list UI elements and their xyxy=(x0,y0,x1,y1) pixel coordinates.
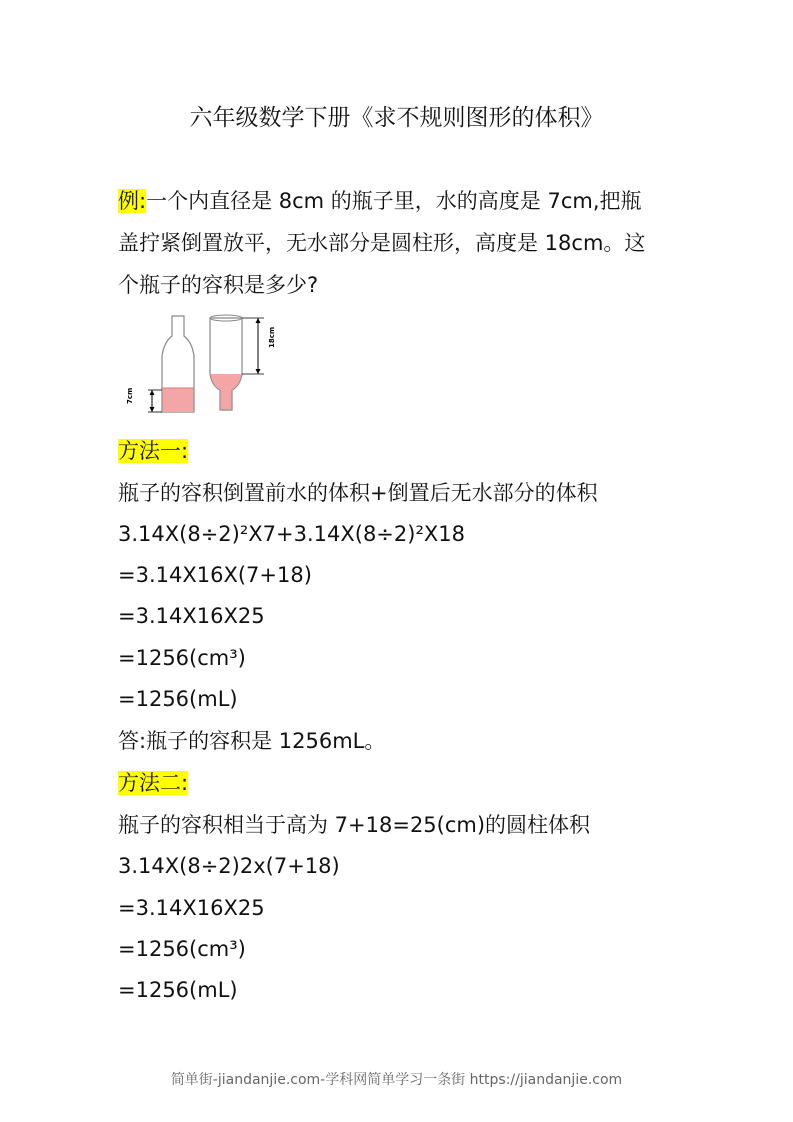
water-fill-inverted xyxy=(211,374,242,410)
method2-line-3: =3.14X16X25 xyxy=(118,896,265,920)
example-line-1 xyxy=(118,186,642,216)
example-text-1: 一个内直径是 8cm 的瓶子里，水的高度是 7cm,把瓶 xyxy=(146,189,642,213)
page-title: 六年级数学下册《求不规则图形的体积》 xyxy=(189,105,604,131)
method1-answer: 答:瓶子的容积是 1256mL。 xyxy=(118,729,386,753)
bottle-figure xyxy=(118,312,278,418)
example-line-2: 盖拧紧倒置放平，无水部分是圆柱形，高度是 18cm。这 xyxy=(118,231,646,255)
method2-line-2: 3.14X(8÷2)2x(7+18) xyxy=(118,854,340,878)
upright-bottle xyxy=(126,316,194,412)
method2-line-5: =1256(mL) xyxy=(118,978,238,1002)
method1-line-4: =3.14X16X25 xyxy=(118,604,265,628)
method2-heading: 方法二: xyxy=(118,771,189,795)
method1-line-6: =1256(mL) xyxy=(118,687,238,711)
method1-line-5: =1256(cm³) xyxy=(118,646,246,670)
label-18cm: 18cm xyxy=(268,326,276,348)
water-fill-upright xyxy=(163,388,194,412)
example-tag: 例: xyxy=(118,189,147,213)
footer: 简单街-jiandanjie.com-学科网简单学习一条街 https://jiandanjie.com xyxy=(170,1072,623,1088)
example-line-3: 个瓶子的容积是多少? xyxy=(118,273,319,297)
method1-line-3: =3.14X16X(7+18) xyxy=(118,563,312,587)
inverted-bottle xyxy=(210,315,276,410)
method1-line-1: 瓶子的容积倒置前水的体积+倒置后无水部分的体积 xyxy=(118,481,598,505)
method1-heading: 方法一: xyxy=(118,439,189,463)
method1-line-2: 3.14X(8÷2)²X7+3.14X(8÷2)²X18 xyxy=(118,522,465,546)
method2-line-4: =1256(cm³) xyxy=(118,937,246,961)
label-7cm: 7cm xyxy=(126,387,134,404)
method2-line-1: 瓶子的容积相当于高为 7+18=25(cm)的圆柱体积 xyxy=(118,813,591,837)
